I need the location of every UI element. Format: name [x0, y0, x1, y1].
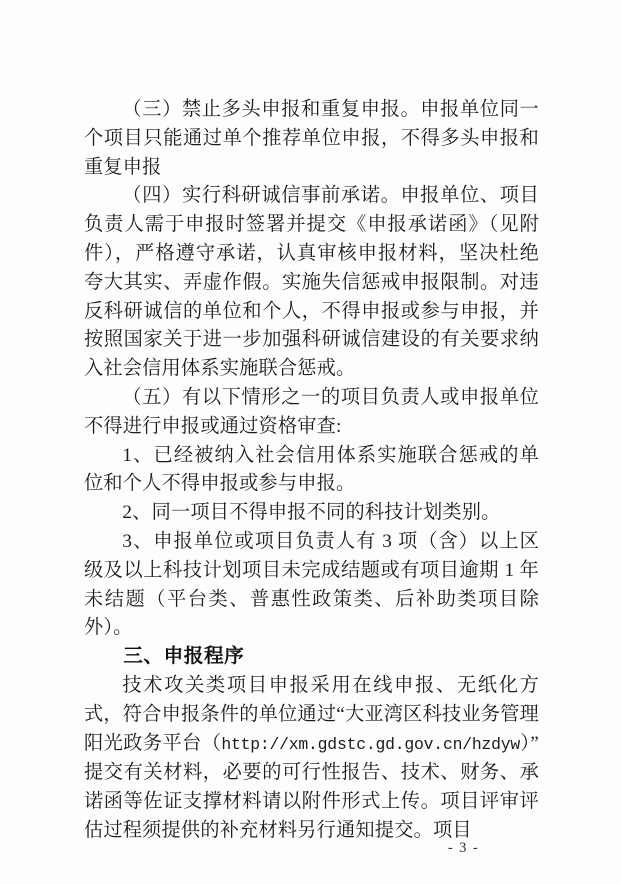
paragraph-procedure	[84, 672, 539, 846]
paragraph-sub-item-3: 3、申报单位或项目负责人有 3 项（含）以上区级及以上科技计划项目未完成结题或有项目逾期 1 年未结题（平台类、普惠性政策类、后补助类项目除外）。	[84, 530, 539, 639]
document-body	[84, 96, 539, 846]
page-number-label: - 3 -	[447, 840, 480, 856]
paragraph-item-4: （四）实行科研诚信事前承诺。申报单位、项目负责人需于申报时签署并提交《申报承诺函》（见附件），严格遵守承诺，认真审核申报材料，坚决杜绝夸大其实、弄虚作假。实施失信惩戒申报限制。对违反科研诚信的单位和个人，不得申报或参与申报，并按照国家关于进一步加强科研诚信建设的有关要求纳入社会信用体系实施联合惩戒。	[84, 185, 539, 380]
paragraph-item-3: （三）禁止多头申报和重复申报。申报单位同一个项目只能通过单个推荐单位申报，不得多头申报和重复申报	[84, 99, 539, 178]
section-heading-application-procedure: 三、申报程序	[123, 646, 245, 668]
paragraph-item-5: （五）有以下情形之一的项目负责人或申报单位不得进行申报或通过资格审查:	[84, 386, 539, 437]
page-number	[0, 840, 621, 857]
paragraph-sub-item-2: 2、同一项目不得申报不同的科技计划类别。	[122, 502, 501, 524]
procedure-text-suffix: ）”提交有关材料，必要的可行性报告、技术、财务、承诺函等佐证支撑材料请以附件形式上传。项目评审评估过程须提供的补充材料另行通知提交。项目	[84, 732, 539, 841]
paragraph-sub-item-1: 1、已经被纳入社会信用体系实施联合惩戒的单位和个人不得申报或参与申报。	[84, 444, 539, 495]
platform-url: http://xm.gdstc.gd.gov.cn/hzdyw	[221, 734, 521, 754]
procedure-text-prefix: 技术攻关类项目申报采用在线申报、无纸化方式，符合申报条件的单位通过“大亚湾区科技业务管理阳光政务平台（	[84, 674, 539, 754]
